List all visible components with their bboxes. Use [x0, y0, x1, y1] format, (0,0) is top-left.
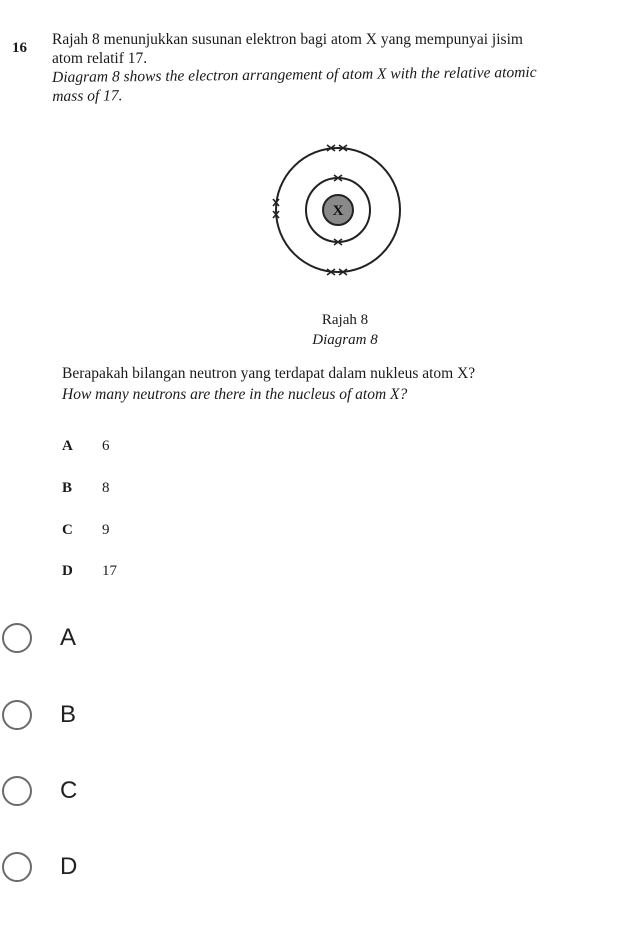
- question-text-malay-line2: atom relatif 17.: [52, 50, 148, 67]
- option-d-letter: D: [62, 563, 73, 579]
- answer-choice-d[interactable]: [0, 837, 629, 897]
- question-ask-english: How many neutrons are there in the nucleus of atom X?: [62, 386, 408, 403]
- question-ask-malay: Berapakah bilangan neutron yang terdapat dalam nukleus atom X?: [62, 365, 476, 382]
- radio-button-d[interactable]: [2, 852, 32, 882]
- electron-arrangement-diagram: [255, 135, 425, 295]
- diagram-caption-english: Diagram 8: [312, 332, 378, 348]
- answer-choice-a[interactable]: [0, 608, 629, 668]
- answer-choice-c-label: C: [60, 777, 78, 804]
- option-a-letter: A: [62, 438, 73, 454]
- nucleus-label: X: [332, 203, 344, 219]
- option-d-value: 17: [102, 563, 117, 579]
- option-c-value: 9: [102, 522, 110, 538]
- question-number: 16: [12, 40, 27, 56]
- answer-choice-d-label: D: [60, 853, 78, 880]
- radio-button-a[interactable]: [2, 623, 32, 653]
- answer-choice-a-label: A: [60, 624, 77, 651]
- atom-diagram-svg: [255, 135, 425, 295]
- option-c-letter: C: [62, 522, 73, 538]
- answer-choice-b-label: B: [60, 701, 77, 728]
- option-b-value: 8: [102, 480, 110, 496]
- diagram-caption: [280, 310, 410, 350]
- radio-button-c[interactable]: [2, 776, 32, 806]
- question-text-malay-line1: Rajah 8 menunjukkan susunan elektron bagi atom X yang mempunyai jisim: [52, 31, 523, 48]
- option-c: [62, 522, 110, 539]
- diagram-caption-malay: Rajah 8: [321, 312, 369, 328]
- answer-choice-c[interactable]: [0, 761, 629, 821]
- radio-button-b[interactable]: [2, 700, 32, 730]
- question-text-english-line2: mass of 17.: [52, 87, 123, 105]
- option-a: [62, 438, 110, 455]
- question-text-english-line1: Diagram 8 shows the electron arrangement of atom X with the relative atomic: [52, 63, 537, 86]
- option-a-value: 6: [102, 438, 110, 454]
- question-text-english: [52, 62, 627, 106]
- option-d: [62, 563, 117, 580]
- answer-choice-b[interactable]: [0, 685, 629, 745]
- option-b: [62, 480, 110, 497]
- option-b-letter: B: [62, 480, 73, 496]
